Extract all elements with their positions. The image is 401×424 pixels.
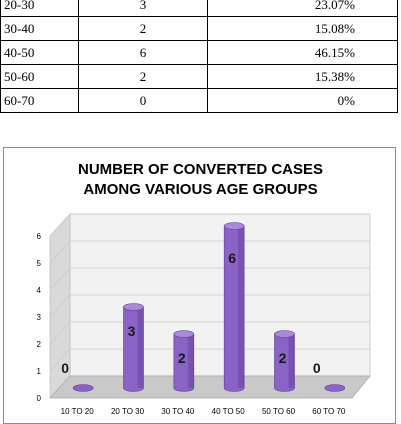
- bar-top: [275, 331, 295, 338]
- bar-shade: [188, 334, 194, 388]
- table-cell-count: 6: [79, 41, 208, 65]
- x-tick-label: 30 TO 40: [161, 407, 195, 416]
- data-label: 2: [177, 350, 186, 366]
- table-cell-pct: 15.08%: [207, 17, 397, 41]
- data-label: 0: [312, 360, 321, 376]
- bar-top: [174, 331, 194, 338]
- table-cell-range: 40-50: [1, 41, 79, 65]
- data-label: 2: [278, 350, 287, 366]
- y-tick-label: 4: [36, 286, 41, 295]
- x-tick-label: 40 TO 50: [211, 407, 245, 416]
- chart-title-line2: AMONG VARIOUS AGE GROUPS: [83, 181, 318, 198]
- bar-shade: [238, 226, 244, 388]
- table-cell-count: 3: [79, 0, 208, 17]
- x-tick-label: 10 TO 20: [60, 407, 94, 416]
- y-tick-label: 6: [36, 232, 41, 241]
- data-label: 0: [61, 360, 70, 376]
- y-tick-label: 0: [36, 394, 41, 403]
- y-tick-label: 2: [36, 340, 41, 349]
- bar-top: [124, 304, 144, 311]
- table-cell-count: 2: [79, 17, 208, 41]
- chart-title-line1: NUMBER OF CONVERTED CASES: [77, 161, 324, 178]
- y-tick-label: 1: [36, 367, 41, 376]
- table-cell-pct: 46.15%: [207, 41, 397, 65]
- bar-shade: [138, 307, 144, 388]
- table-cell-pct: 23.07%: [207, 0, 397, 17]
- table-cell-range: 60-70: [1, 89, 79, 113]
- data-label: 3: [127, 323, 136, 339]
- table-cell-range: 30-40: [1, 17, 79, 41]
- table-cell-pct: 15.38%: [207, 65, 397, 89]
- bar-60-to-70: [325, 385, 345, 392]
- x-tick-label: 60 TO 70: [312, 407, 346, 416]
- bar-shade: [289, 334, 295, 388]
- y-tick-label: 5: [36, 259, 41, 268]
- x-tick-label: 20 TO 30: [110, 407, 145, 416]
- y-tick-label: 3: [36, 313, 41, 322]
- bar-top: [224, 223, 244, 230]
- table-cell-range: 20-30: [1, 0, 79, 17]
- table-cell-range: 50-60: [1, 65, 79, 89]
- data-label: 6: [228, 250, 237, 266]
- x-tick-label: 50 TO 60: [261, 407, 296, 416]
- bar-10-to-20: [73, 385, 93, 392]
- table-cell-count: 2: [79, 65, 208, 89]
- table-cell-pct: 0%: [207, 89, 397, 113]
- floor: [50, 376, 370, 398]
- table-cell-count: 0: [79, 89, 208, 113]
